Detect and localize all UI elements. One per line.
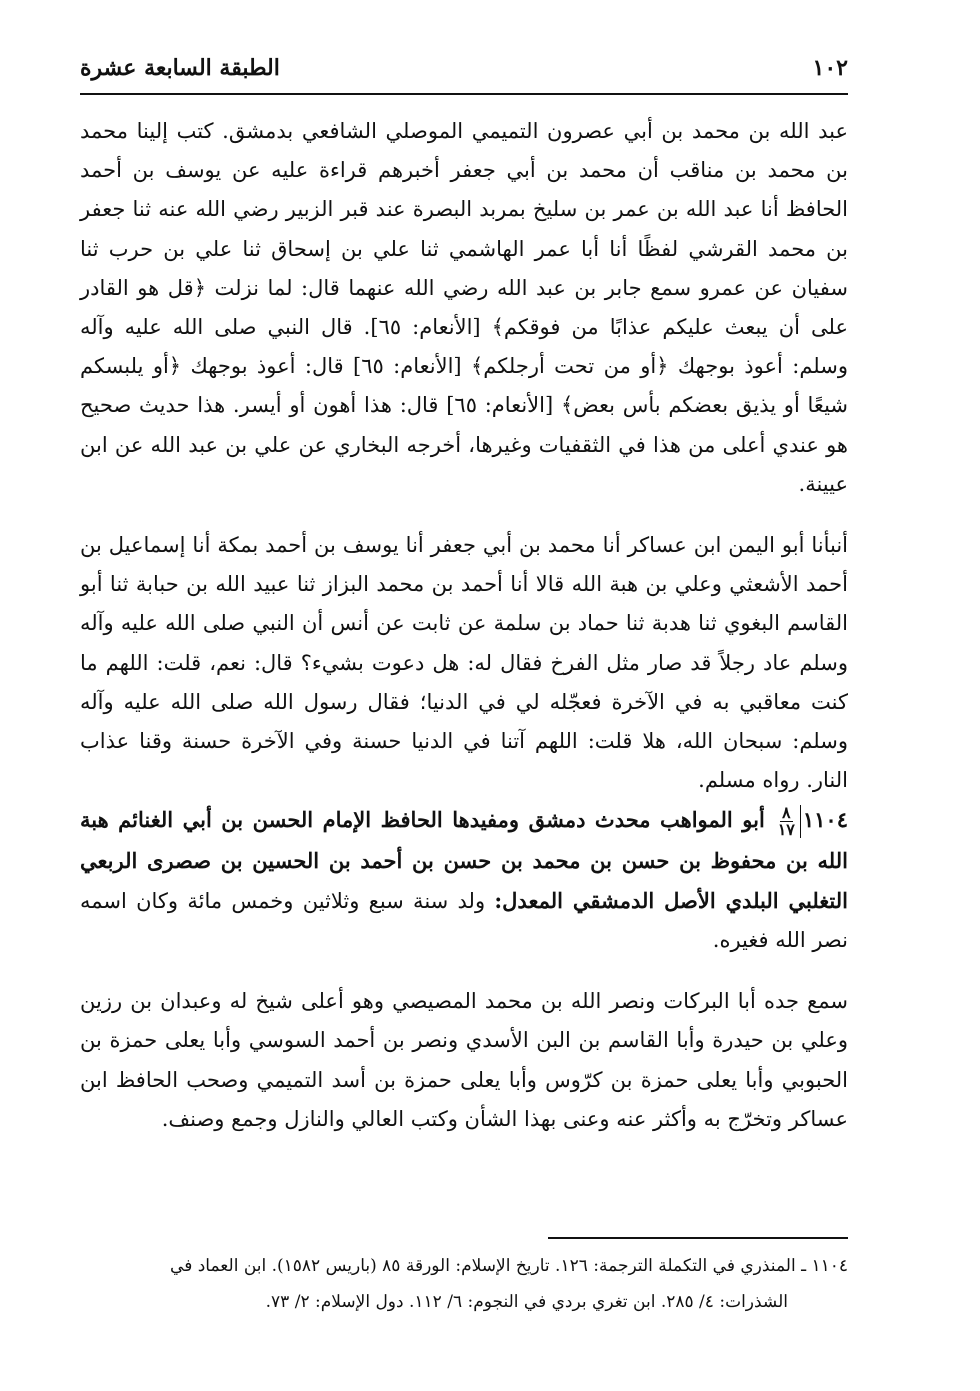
book-page <box>80 0 848 1391</box>
paragraph-hadith-1: عبد الله بن محمد بن أبي عصرون التميمي الموصلي الشافعي بدمشق. كتب إلينا محمد بن محمد بن مناقب أن محمد بن أبي جعفر أخبرهم قراءة عليه عن يوسف بن أحمد الحافظ أنا عبد الله بن عمر بن سليخ بمربد البصرة عند قبر الزبير رضي الله عنه ثنا جعفر بن محمد القرشي لفظًا أنا أبا عمر الهاشمي ثنا علي بن إسحاق ثنا علي بن حرب ثنا سفيان عن عمرو سمع جابر بن عبد الله رضي الله عنهما قال: لما نزلت ﴿قل هو القادر على أن يبعث عليكم عذابًا من فوقكم﴾ [الأنعام: ٦٥]. قال النبي صلى الله عليه وآله وسلم: أعوذ بوجهك ﴿أو من تحت أرجلكم﴾ [الأنعام: ٦٥] قال: أعوذ بوجهك ﴿أو يلبسكم شيعًا أو يذيق بعضكم بأس بعض﴾ [الأنعام: ٦٥] قال: هذا أهون أو أيسر. هذا حديث صحيح هو عندي أعلى من هذا في الثقفيات وغيرها، أخرجه البخاري عن علي بن عبد الله عن ابن عيينة. <box>80 119 849 496</box>
entry-fraction <box>776 805 801 838</box>
footnote-line-2: الشذرات: ٤/ ٢٨٥. ابن تغري بردي في النجوم: ٦/ ١١٢. دول الإسلام: ٢/ ٧٣. <box>265 1292 788 1312</box>
footnote-line-1: ١١٠٤ ـ المنذري في التكملة الترجمة: ١٢٦. تاريخ الإسلام: الورقة ٨٥ (باريس ١٥٨٢). ابن العماد في <box>170 1256 848 1276</box>
footnotes <box>80 1248 848 1320</box>
paragraph-biography: سمع جده أبا البركات ونصر الله بن محمد المصيصي وهو أعلى شيخ له وعبدان بن رزين وعلي بن حيدرة وأبا القاسم بن البن الأسدي ونصر بن أحمد السوسي وأبا يعلى حمزة بن الحبوبي وأبا يعلى حمزة بن كرّوس وأبا يعلى حمزة بن أسد التميمي وصحب الحافظ ابن عساكر وتخرّج به وأكثر عنه وعنى بهذا الشأن وكتب العالي والنازل وجمع وصنف. <box>80 989 848 1131</box>
paragraph-hadith-2: أنبأنا أبو اليمن ابن عساكر أنا محمد بن أبي جعفر أنا يوسف بن أحمد بمكة أنا إسماعيل بن أحمد الأشعثي وعلي بن هبة الله قالا أنا أحمد بن محمد البزاز ثنا عبيد الله بن حبابة ثنا أبو القاسم البغوي ثنا هدبة ثنا حماد بن سلمة عن ثابت عن أنس أن النبي صلى الله عليه وآله وسلم عاد رجلاً قد صار مثل الفرخ فقال له: هل دعوت بشيء؟ قال: نعم، قلت: اللهم ما كنت معاقبي به في الآخرة فعجّله لي في الدنيا؛ فقال رسول الله صلى الله عليه وآله وسلم: سبحان الله، هلا قلت: اللهم آتنا في الدنيا حسنة وفي الآخرة حسنة وقنا عذاب النار. رواه مسلم. <box>80 533 848 793</box>
entry-text: ولد سنة سبع وثلاثين وخمس مائة وكان اسمه نصر الله فغيره. <box>80 888 848 953</box>
biography-entry <box>80 800 848 960</box>
fraction-denominator: ١٧ <box>777 820 795 840</box>
running-title: الطبقة السابعة عشرة <box>80 55 280 81</box>
entry-number: ١١٠٤ <box>802 807 848 833</box>
page-body <box>80 112 848 1139</box>
fraction-numerator: ٨ <box>781 803 791 823</box>
page-header <box>80 48 848 88</box>
entry-heading: أبو المواهب محدث دمشق ومفيدها الحافظ الإمام الحسن بن أبي الغنائم هبة الله بن محفوظ بن حسن بن محمد بن حسن بن أحمد بن الحسين بن صصرى الربعي التغلبي البلدي الأصل الدمشقي المعدل: <box>80 807 849 913</box>
page-number: ١٠٢ <box>812 55 848 81</box>
header-rule <box>80 93 848 95</box>
footnote-rule <box>548 1237 848 1239</box>
